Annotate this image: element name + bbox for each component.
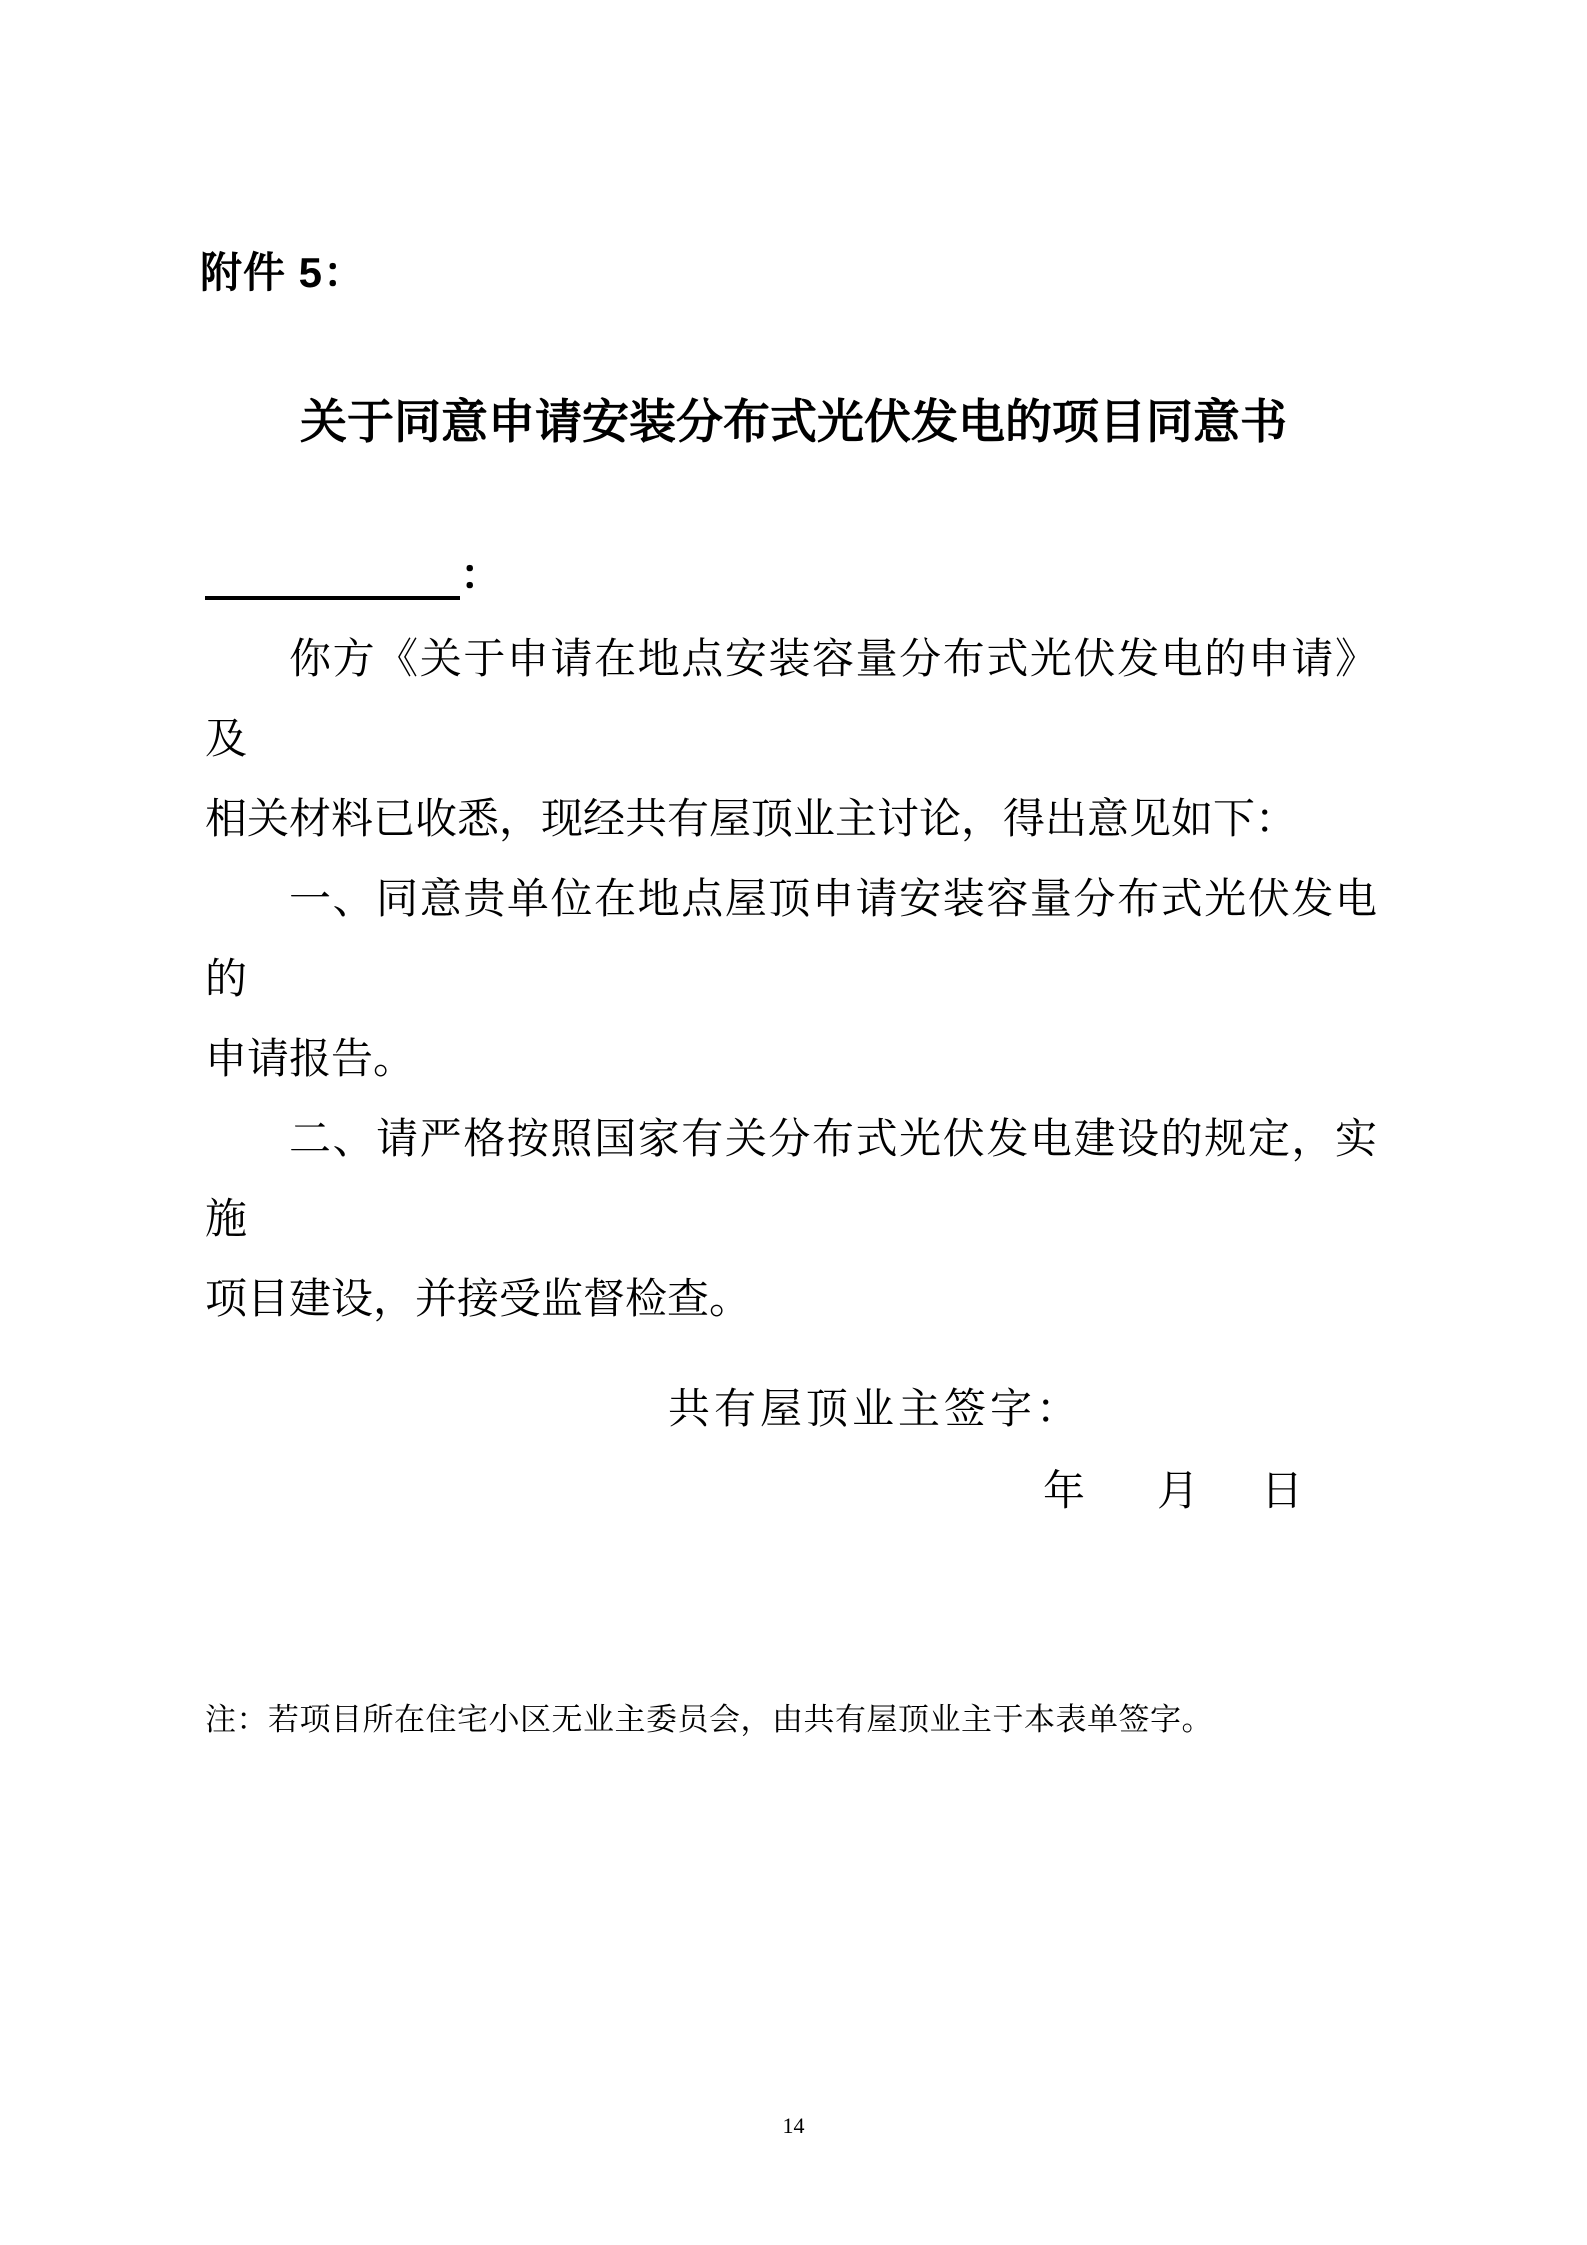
body-line-4: 申请报告。 [205, 1037, 416, 1083]
attachment-label: 附件 5： [200, 249, 367, 296]
document-body [205, 620, 1377, 1340]
signature-label: 共有屋顶业主签字： [668, 1387, 1083, 1433]
recipient-blank-field [205, 550, 460, 600]
body-line-1: 你方《关于申请在地点安装容量分布式光伏发电的申请》及 [205, 637, 1377, 763]
date-year-label: 年 [1043, 1469, 1086, 1515]
footnote: 注：若项目所在住宅小区无业主委员会，由共有屋顶业主于本表单签字。 [205, 1702, 1213, 1737]
date-line [1043, 1460, 1303, 1524]
body-line-5: 二、请严格按照国家有关分布式光伏发电建设的规定，实施 [205, 1117, 1377, 1243]
salutation-line [205, 548, 502, 600]
salutation-colon: ： [460, 551, 503, 598]
body-line-3: 一、同意贵单位在地点屋顶申请安装容量分布式光伏发电的 [205, 877, 1377, 1003]
document-title: 关于同意申请安装分布式光伏发电的项目同意书 [300, 395, 1287, 448]
body-line-6: 项目建设，并接受监督检查。 [205, 1277, 752, 1323]
page-number: 14 [782, 2113, 805, 2138]
date-day-label: 日 [1261, 1469, 1304, 1515]
date-month-label: 月 [1157, 1469, 1200, 1515]
body-line-2: 相关材料已收悉，现经共有屋顶业主讨论，得出意见如下： [205, 797, 1298, 843]
